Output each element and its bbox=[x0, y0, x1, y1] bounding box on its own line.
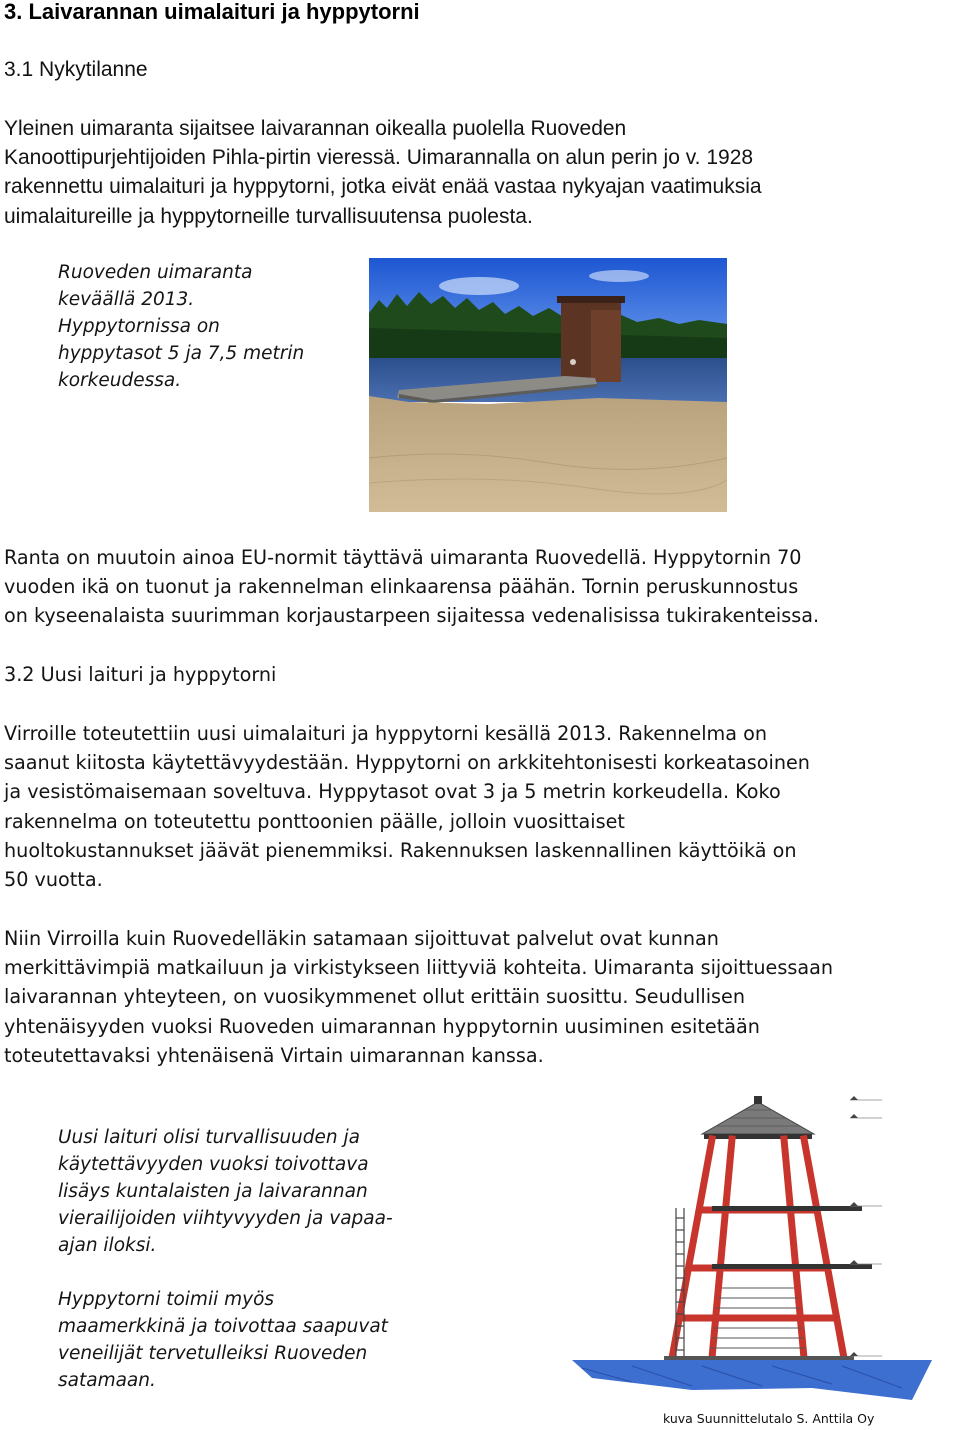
paragraph-eu-norms bbox=[4, 543, 960, 631]
caption-line: maamerkkinä ja toivottaa saapuvat bbox=[58, 1316, 388, 1337]
text-line: toteutettavaksi yhtenäisenä Virtain uimarannan kanssa. bbox=[4, 1043, 544, 1067]
text-line: merkittävimpiä matkailuun ja virkistykseen liittyviä kohteita. Uimaranta sijoittuessaan bbox=[4, 956, 834, 980]
caption-line: ajan iloksi. bbox=[58, 1235, 157, 1256]
text-line: Niin Virroilla kuin Ruovedelläkin satamaan sijoittuvat palvelut ovat kunnan bbox=[4, 927, 719, 950]
text-line: Kanoottipurjehtijoiden Pihla-pirtin vieressä. Uimarannalla on alun perin jo v. 1928 bbox=[4, 146, 754, 170]
caption-line: hyppytasot 5 ja 7,5 metrin bbox=[58, 343, 305, 364]
text-line: vuoden ikä on tuonut ja rakennelman elinkaarensa päähän. Tornin peruskunnostus bbox=[4, 575, 799, 599]
text-line: laivarannan yhteyteen, on vuosikymmenet ollut erittäin suosittu. Seudullisen bbox=[4, 985, 746, 1009]
level-markers bbox=[850, 1100, 882, 1356]
tower-frame bbox=[672, 1139, 844, 1358]
roof-finial bbox=[754, 1096, 762, 1104]
caption-line: lisäys kuntalaisten ja laivarannan bbox=[58, 1181, 368, 1202]
tower-top bbox=[557, 296, 625, 303]
caption-line: vierailijoiden viihtyvyyden ja vapaa- bbox=[58, 1208, 393, 1229]
text-line: on kyseenalaista suurimman korjaustarpeen sijaitessa vedenalisissa tukirakenteissa. bbox=[4, 604, 820, 628]
top-platform bbox=[704, 1134, 812, 1139]
text-line: rakennettu uimalaituri ja hyppytorni, jotka eivät enää vastaa nykyajan vaatimuksia bbox=[4, 175, 762, 199]
caption-new-pier bbox=[58, 1124, 393, 1259]
caption-landmark bbox=[58, 1286, 388, 1394]
tower-sign bbox=[570, 359, 576, 365]
platform-3m bbox=[712, 1264, 872, 1269]
caption-line: Uusi laituri olisi turvallisuuden ja bbox=[58, 1127, 360, 1148]
caption-line: käytettävyyden vuoksi toivottava bbox=[58, 1154, 369, 1175]
caption-line: satamaan. bbox=[58, 1370, 156, 1391]
diving-tower-drawing bbox=[572, 1088, 932, 1400]
tower-side bbox=[591, 310, 621, 382]
text-line: Yleinen uimaranta sijaitsee laivarannan oikealla puolella Ruoveden bbox=[4, 117, 627, 140]
text-line: Virroille toteutettiin uusi uimalaituri ja hyppytorni kesällä 2013. Rakennelma on bbox=[4, 722, 768, 745]
cloud bbox=[589, 270, 649, 282]
caption-line: veneilijät tervetulleiksi Ruoveden bbox=[58, 1343, 368, 1364]
level-marker-arrows bbox=[850, 1096, 858, 1356]
text-line: rakennelma on toteutettu ponttoonien päälle, jolloin vuosittaiset bbox=[4, 809, 625, 833]
cloud bbox=[439, 277, 519, 295]
section-title-nykytilanne: 3.1 Nykytilanne bbox=[4, 58, 148, 81]
text-line: Ranta on muutoin ainoa EU-normit täyttävä uimaranta Ruovedellä. Hyppytornin 70 bbox=[4, 546, 802, 569]
photo-caption bbox=[58, 259, 304, 394]
caption-line: Hyppytornissa on bbox=[58, 316, 220, 337]
caption-line: Hyppytorni toimii myös bbox=[58, 1289, 275, 1310]
text-line: saanut kiitosta käytettävyydestään. Hyppytorni on arkkitehtonisesti korkeatasoinen bbox=[4, 751, 810, 775]
caption-line: korkeudessa. bbox=[58, 370, 182, 391]
text-line: uimalaitureille ja hyppytorneille turvallisuutensa puolesta. bbox=[4, 204, 533, 228]
caption-line: Ruoveden uimaranta bbox=[58, 262, 253, 283]
paragraph-virrat-pier bbox=[4, 719, 960, 894]
text-line: yhtenäisyyden vuoksi Ruoveden uimarannan hyppytornin uusiminen esitetään bbox=[4, 1014, 760, 1038]
paragraph-harbour-services bbox=[4, 924, 960, 1070]
paragraph-current-situation bbox=[4, 114, 960, 231]
drawing-credit: kuva Suunnittelutalo S. Anttila Oy bbox=[663, 1411, 875, 1426]
page-heading: 3. Laivarannan uimalaituri ja hyppytorni bbox=[4, 0, 420, 24]
section-title-uusi-laituri: 3.2 Uusi laituri ja hyppytorni bbox=[4, 663, 277, 686]
text-line: 50 vuotta. bbox=[4, 868, 103, 892]
caption-line: keväällä 2013. bbox=[58, 289, 195, 310]
platform-5m bbox=[712, 1206, 862, 1211]
text-line: ja vesistömaisemaan soveltuva. Hyppytasot ovat 3 ja 5 metrin korkeudella. Koko bbox=[4, 780, 781, 804]
beach-photo bbox=[369, 258, 727, 512]
text-line: huoltokustannukset jäävät pienemmiksi. Rakennuksen laskennallinen käyttöikä on bbox=[4, 838, 797, 862]
